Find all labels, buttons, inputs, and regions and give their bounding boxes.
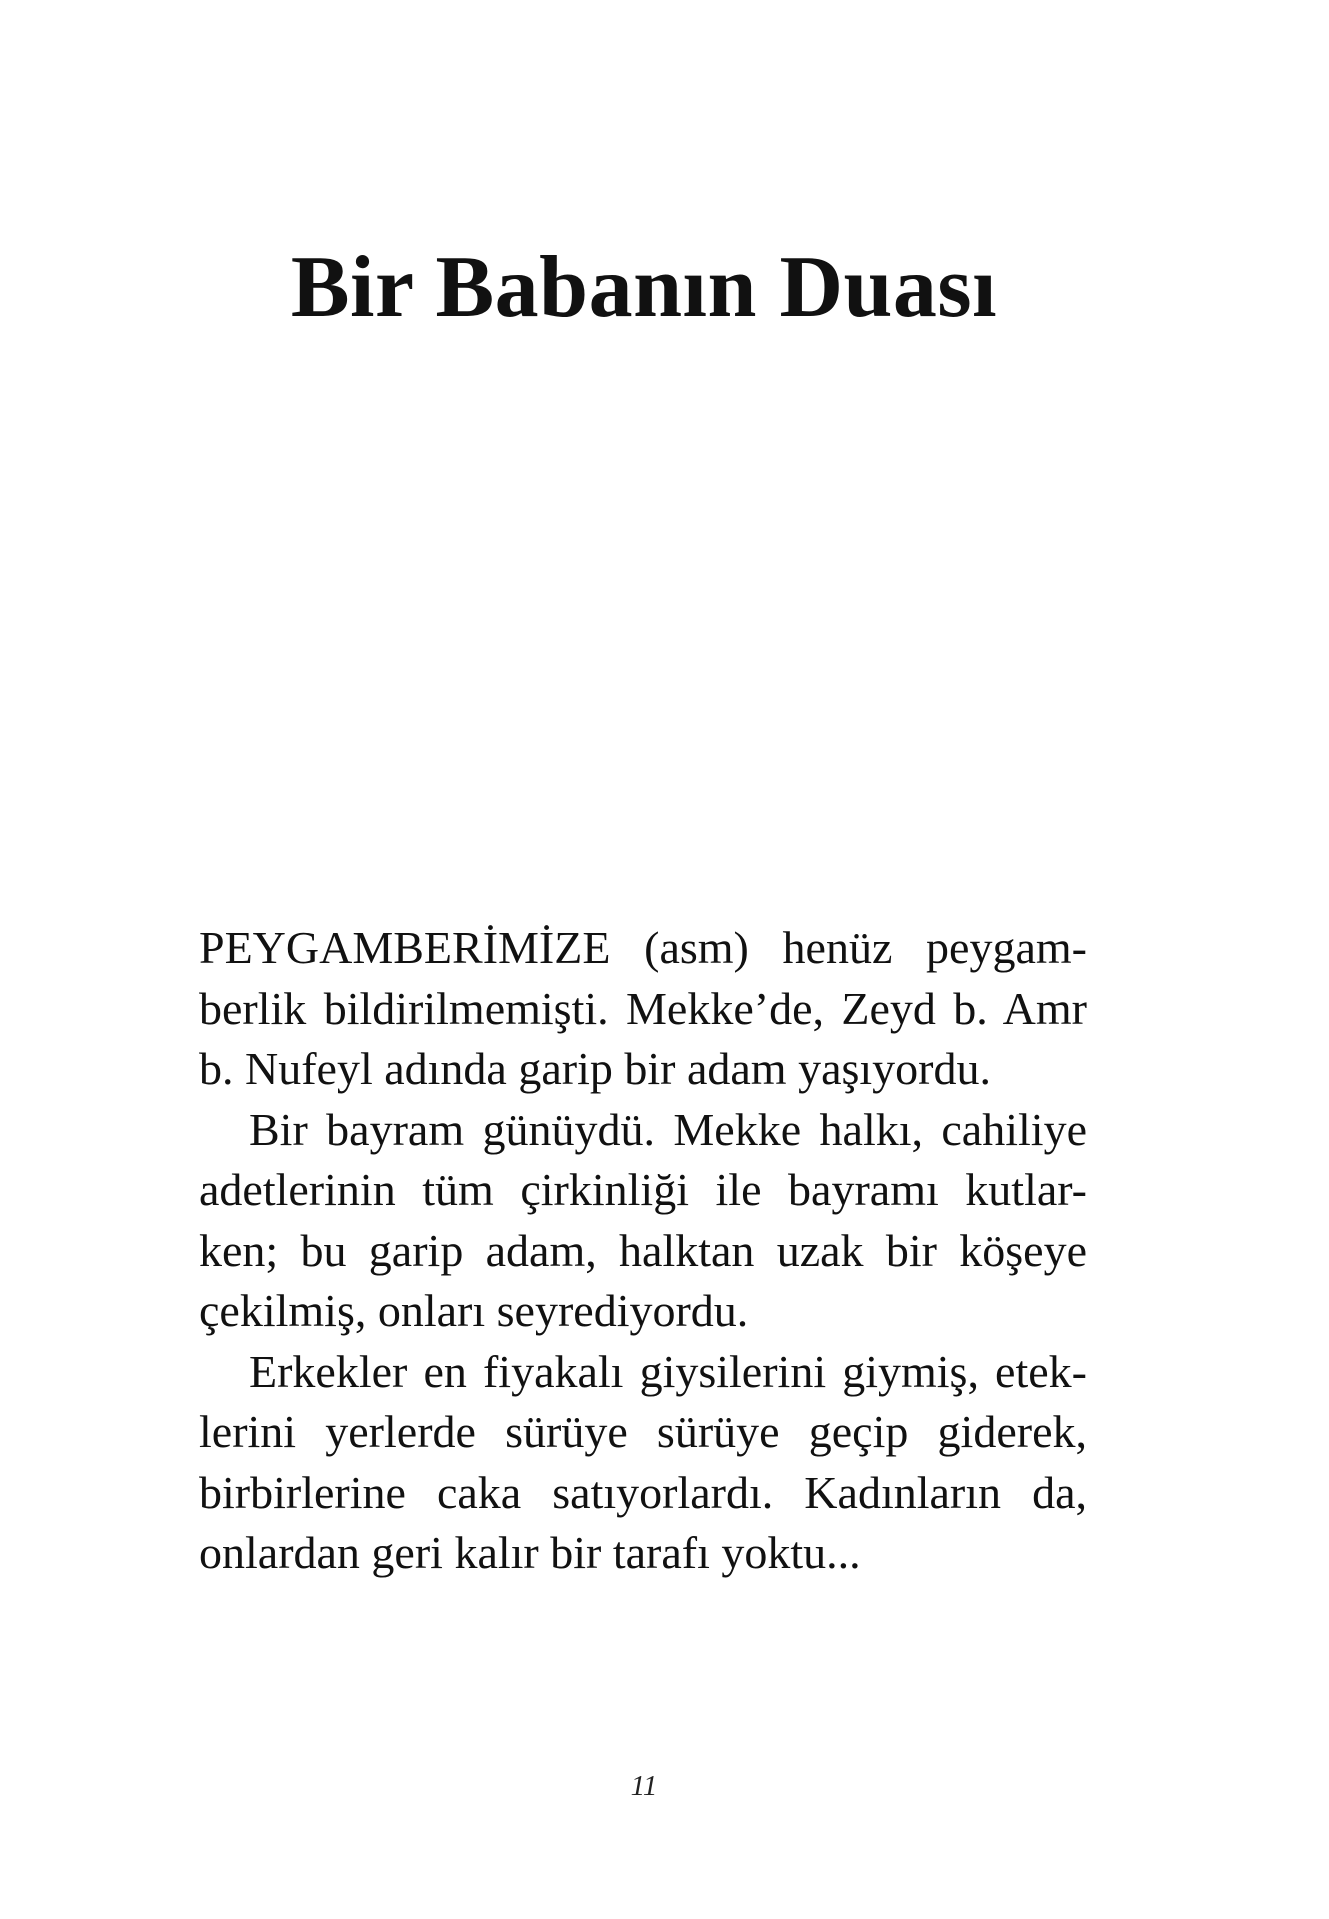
chapter-title: Bir Babanın Duası	[290, 239, 998, 336]
paragraph-2	[199, 1100, 1087, 1342]
text-line: Bir bayram günüydü. Mekke halkı, cahiliye	[249, 1103, 1087, 1155]
body-text	[199, 918, 1087, 1584]
text-line: berlik bildirilmemişti. Mekke’de, Zeyd b. Amr	[199, 982, 1087, 1034]
text-line: çekilmiş, onları seyrediyordu.	[199, 1285, 749, 1336]
text-line: adetlerinin tüm çirkinliği ile bayramı kutlar-	[199, 1164, 1087, 1215]
paragraph-1	[199, 918, 1087, 1100]
text-line: Erkekler en fiyakalı giysilerini giymiş, etek-	[249, 1345, 1087, 1397]
paragraph-3	[199, 1342, 1087, 1584]
page-number: 11	[630, 1770, 658, 1802]
text-line: birbirlerine caka satıyorlardı. Kadınların da,	[199, 1466, 1087, 1518]
text-line: b. Nufeyl adında garip bir adam yaşıyordu.	[199, 1043, 991, 1094]
text-line: ken; bu garip adam, halktan uzak bir köşeye	[199, 1224, 1087, 1276]
text-line: PEYGAMBERİMİZE (asm) henüz peygam-	[199, 922, 1087, 973]
text-line: onlardan geri kalır bir tarafı yoktu...	[199, 1527, 861, 1578]
text-line: lerini yerlerde sürüye sürüye geçip giderek,	[199, 1406, 1087, 1457]
